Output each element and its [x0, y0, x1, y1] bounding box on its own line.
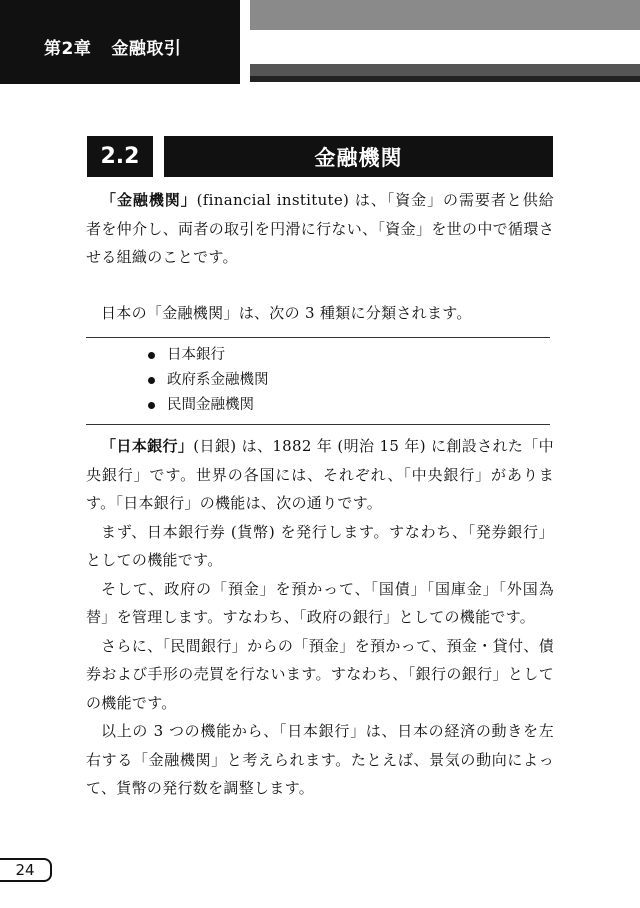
bullet-icon — [148, 377, 155, 384]
main-body — [86, 432, 554, 803]
intro-text: (financial institute) は、「資金」の需要者と供給者を仲介し、両者の取引を円滑に行ない、「資金」を世の中で循環させる組織のことです。 — [86, 191, 554, 266]
bullet-list — [148, 343, 269, 418]
paragraph: 「日本銀行」(日銀) は、1882 年 (明治 15 年) に創設された「中央銀行」です。世界の各国には、それぞれ、「中央銀行」があります。「日本銀行」の機能は、次の通りです。 — [86, 437, 554, 512]
intro-paragraph — [86, 186, 554, 272]
paragraph: 以上の 3 つの機能から、「日本銀行」は、日本の経済の動きを左右する「金融機関」と考えられます。たとえば、景気の動向によって、貨幣の発行数を調整します。 — [86, 722, 554, 797]
paragraph: まず、日本銀行券 (貨幣) を発行します。すなわち、「発券銀行」としての機能です。 — [86, 522, 554, 569]
list-item: 政府系金融機関 — [148, 368, 269, 393]
bullet-icon — [148, 402, 155, 409]
header-band-middle — [250, 64, 640, 76]
header-band-bottom — [250, 76, 640, 82]
section-number: 2.2 — [87, 136, 153, 177]
list-item: 民間金融機関 — [148, 393, 269, 418]
chapter-title: 金融取引 — [111, 39, 182, 59]
list-item: 日本銀行 — [148, 343, 269, 368]
section-title: 金融機関 — [164, 136, 553, 177]
bullet-icon — [148, 352, 155, 359]
paragraph: さらに、「民間銀行」からの「預金」を預かって、預金・貸付、債券および手形の売買を行ないます。すなわち、「銀行の銀行」としての機能です。 — [86, 636, 554, 712]
classification-intro — [86, 299, 554, 328]
classification-text: 日本の「金融機関」は、次の 3 種類に分類されます。 — [101, 304, 472, 322]
paragraph: そして、政府の「預金」を預かって、「国債」「国庫金」「外国為替」を管理します。すなわち、「政府の銀行」としての機能です。 — [86, 579, 554, 626]
intro-keyword: 「金融機関」 — [101, 191, 197, 209]
page-number: 24 — [0, 858, 52, 882]
header-band-top — [250, 0, 640, 30]
divider-top — [86, 337, 550, 338]
chapter-header — [0, 0, 240, 84]
chapter-label: 第2章 — [44, 39, 92, 59]
divider-bottom — [86, 424, 550, 425]
boj-keyword: 「日本銀行」 — [101, 437, 194, 455]
